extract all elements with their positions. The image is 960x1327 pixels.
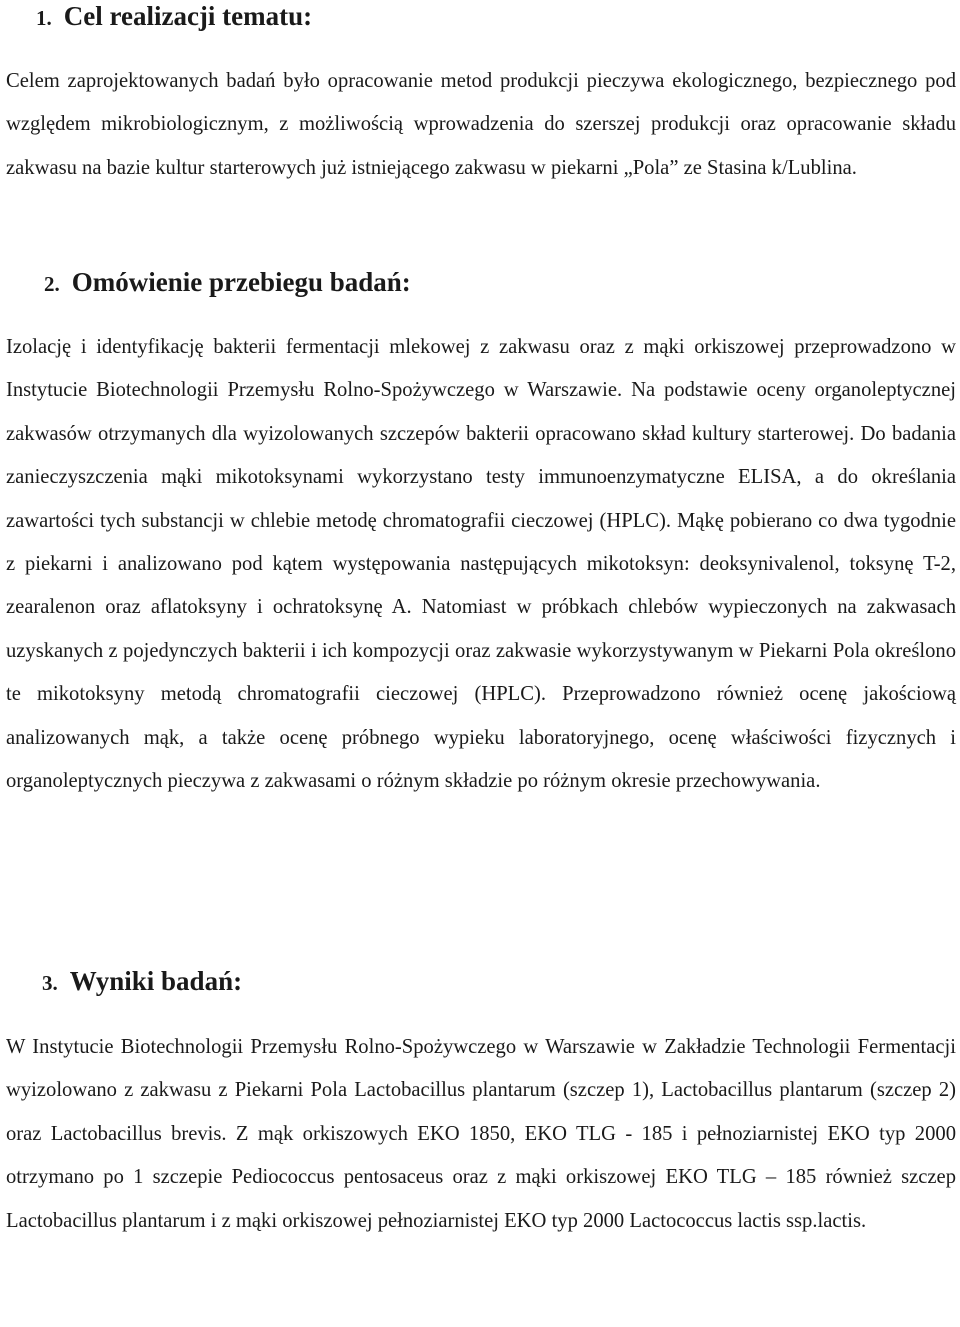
section-2-number: 2. (44, 272, 60, 296)
section-3-heading (42, 966, 242, 998)
section-2-title: Omówienie przebiegu badań: (71, 267, 411, 297)
section-2-paragraph: Izolację i identyfikację bakterii fermentacji mlekowej z zakwasu oraz z mąki orkiszowej przeprowadzono w Instytucie Biotechnologii Przemysłu Rolno-Spożywczego w Warszawie. Na podstawie oceny organoleptycznej zakwasów otrzymanych dla wyizolowanych szczepów bakterii opracowano skład kultury starterowej. Do badania zanieczyszczenia mąki mikotoksynami wykorzystano testy immunoenzymatyczne ELISA, a do określania zawartości tych substancji w chlebie metodę chromatografii cieczowej (HPLC). Mąkę pobierano co dwa tygodnie z piekarni i analizowano pod kątem występowania następujących mikotoksyn: deoksynivalenol, toksynę T-2, zearalenon oraz aflatoksyny i ochratoksynę A. Natomiast w próbkach chlebów wypieczonych na zakwasach uzyskanych z pojedynczych bakterii i ich kompozycji oraz zakwasie wykorzystywanym w Piekarni Pola określono te mikotoksyny metodą chromatografii cieczowej (HPLC). Przeprowadzono również ocenę jakościową analizowanych mąk, a także ocenę próbnego wypieku laboratoryjnego, ocenę właściwości fizycznych i organoleptycznych pieczywa z zakwasami o różnym składzie po różnym okresie przechowywania. (6, 336, 956, 793)
section-3-title: Wyniki badań: (69, 966, 243, 996)
section-1-heading (36, 1, 312, 33)
section-1-paragraph: Celem zaprojektowanych badań było opracowanie metod produkcji pieczywa ekologicznego, bezpiecznego pod względem mikrobiologicznym, z możliwością wprowadzenia do szerszej produkcji oraz opracowanie składu zakwasu na bazie kultur starterowych już istniejącego zakwasu w piekarni „Pola” ze Stasina k/Lublina. (6, 70, 956, 179)
section-2-heading (44, 267, 411, 299)
section-3-paragraph: W Instytucie Biotechnologii Przemysłu Rolno-Spożywczego w Warszawie w Zakładzie Technologii Fermentacji wyizolowano z zakwasu z Piekarni Pola Lactobacillus plantarum (szczep 1), Lactobacillus plantarum (szczep 2) oraz Lactobacillus brevis. Z mąk orkiszowych EKO 1850, EKO TLG - 185 i pełnoziarnistej EKO typ 2000 otrzymano po 1 szczepie Pediococcus pentosaceus oraz z mąki orkiszowej EKO TLG – 185 również szczep Lactobacillus plantarum i z mąki orkiszowej pełnoziarnistej EKO typ 2000 Lactococcus lactis ssp.lactis. (6, 1036, 956, 1232)
section-1-number: 1. (36, 6, 52, 30)
section-1-title: Cel realizacji tematu: (63, 1, 313, 31)
section-3-number: 3. (42, 971, 58, 995)
